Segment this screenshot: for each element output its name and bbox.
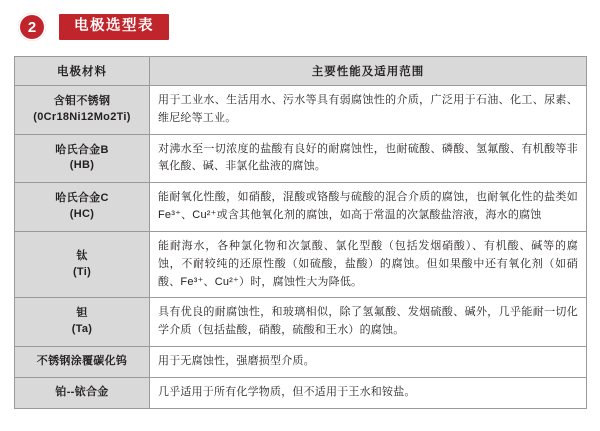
page-title: 电极选型表 [59,14,169,41]
electrode-selection-table [14,56,587,409]
table-row [15,346,587,377]
material-line: (Ti) [72,265,92,278]
material-line: 哈氏合金C [55,192,109,205]
cell-material [15,86,150,135]
cell-description: 能耐氧化性酸，如硝酸，混酸或铬酸与硫酸的混合介质的腐蚀，也耐氧化性的盐类如Fe³⁺、Cu²⁺或含其他氧化剂的腐蚀，如高于常温的次氯酸盐溶液，海水的腐蚀 [150,183,587,232]
table-header-row [15,57,587,86]
table-row [15,86,587,135]
material-line: 不锈钢涂覆碳化钨 [36,354,128,367]
column-header-material: 电极材料 [15,57,150,86]
document-header [18,10,586,44]
material-line: 铂--铱合金 [55,385,109,398]
material-line: (HC) [69,208,95,221]
table-row [15,231,587,297]
table-body [15,86,587,409]
material-line: (Ta) [71,323,93,336]
table-row [15,377,587,408]
cell-description: 具有优良的耐腐蚀性，和玻璃相似，除了氢氟酸、发烟硫酸、碱外，几乎能耐一切化学介质（包括盐酸，硝酸，硫酸和王水）的腐蚀。 [150,298,587,347]
column-header-description: 主要性能及适用范围 [150,57,587,86]
table-row [15,298,587,347]
cell-material [15,377,150,408]
cell-description: 能耐海水，各种氯化物和次氯酸、氯化型酸（包括发烟硝酸）、有机酸、碱等的腐蚀，不耐较纯的还原性酸（如硫酸，盐酸）的腐蚀。但如果酸中还有氧化剂（如硝酸、Fe³⁺、Cu²⁺）时，腐蚀性大为降低。 [150,231,587,297]
material-line: (HB) [69,159,95,172]
cell-material [15,298,150,347]
cell-material [15,183,150,232]
cell-description: 用于工业水、生活用水、污水等具有弱腐蚀性的介质，广泛用于石油、化工、尿素、维尼纶等工业。 [150,86,587,135]
cell-description: 几乎适用于所有化学物质，但不适用于王水和铵盐。 [150,377,587,408]
section-number-badge: 2 [18,13,46,41]
material-line: 哈氏合金B [55,143,109,156]
material-line: 钽 [76,307,88,320]
cell-description: 对沸水至一切浓度的盐酸有良好的耐腐蚀性，也耐硫酸、磷酸、氢氟酸、有机酸等非氧化酸、碱、非氯化盐液的腐蚀。 [150,134,587,183]
table-row [15,183,587,232]
cell-description: 用于无腐蚀性，强磨损型介质。 [150,346,587,377]
table-row [15,134,587,183]
cell-material [15,231,150,297]
cell-material [15,134,150,183]
material-line: (0Cr18Ni12Mo2Ti) [33,110,131,123]
cell-material [15,346,150,377]
material-line: 含钼不锈钢 [53,94,111,107]
material-line: 钛 [76,249,88,262]
